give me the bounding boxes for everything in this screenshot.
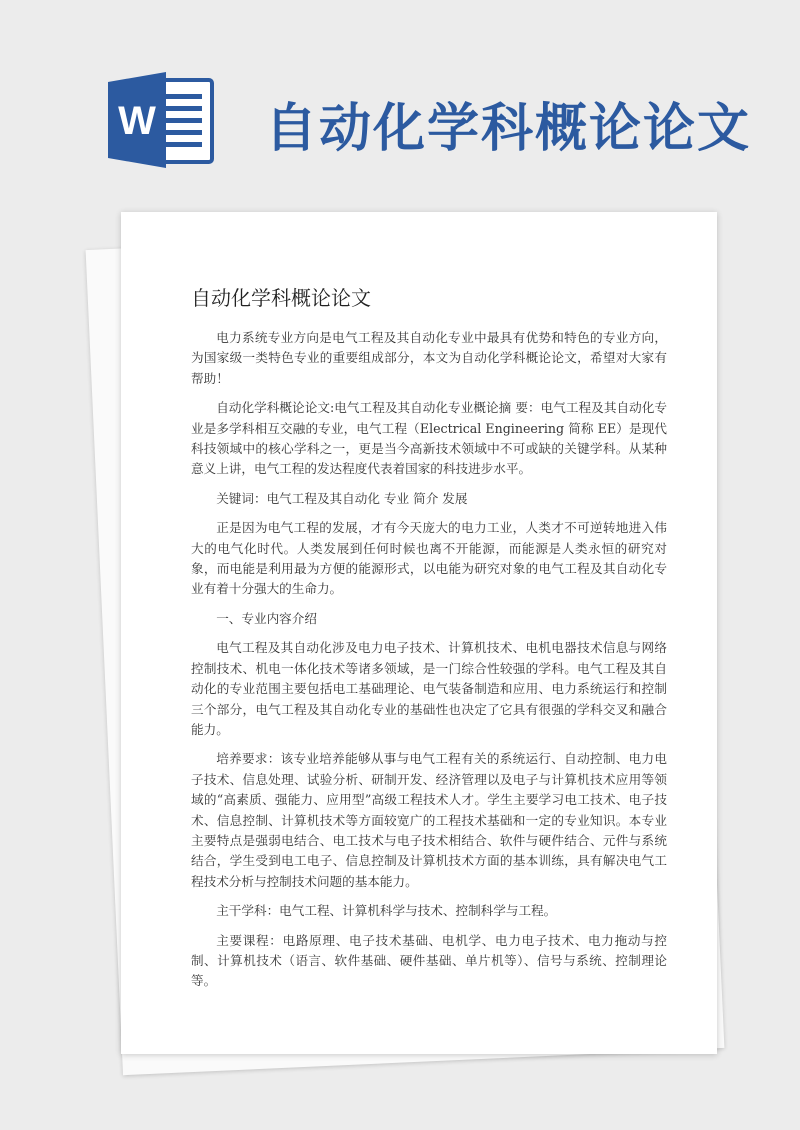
paragraph-requirements: 培养要求：该专业培养能够从事与电气工程有关的系统运行、自动控制、电力电子技术、信息处理、试验分析、研制开发、经济管理以及电子与计算机技术应用等领域的“高素质、强能力、应用型”高级工程技术人才。学生主要学习电工技术、电子技术、信息控制、计算机技术等方面较宽广的工程技术基础和一定的专业知识。本专业主要特点是强弱电结合、电工技术与电子技术相结合、软件与硬件结合、元件与系统结合，学生受到电工电子、信息控制及计算机技术方面的基本训练，具有解决电气工程技术分析与控制技术问题的基本能力。 [191, 751, 667, 889]
paragraph-keywords: 关键词：电气工程及其自动化 专业 简介 发展 [216, 490, 468, 506]
paragraph-main-subjects: 主干学科：电气工程、计算机科学与技术、控制科学与工程。 [216, 903, 557, 919]
document-page [121, 212, 717, 1054]
word-icon-letter: W [118, 99, 156, 143]
document-body [191, 328, 667, 1001]
paragraph-abstract: 自动化学科概论论文:电气工程及其自动化专业概论摘 要：电气工程及其自动化专业是多学科相互交融的专业，电气工程（Electrical Engineering 简称 EE）是现代科技领域中的核心学科之一，更是当今高新技术领域中不可或缺的关键学科。从某种意义上讲，电气工程的发达程度代表着国家的科技进步水平。 [191, 400, 667, 477]
document-title: 自动化学科概论论文 [191, 286, 371, 310]
paragraph-content: 电气工程及其自动化涉及电力电子技术、计算机技术、电机电器技术信息与网络控制技术、机电一体化技术等诸多领域，是一门综合性较强的学科。电气工程及其自动化的专业范围主要包括电工基础理论、电气装备制造和应用、电力系统运行和控制三个部分，电气工程及其自动化专业的基础性也决定了它具有很强的学科交叉和融合能力。 [191, 640, 667, 737]
header-title: 自动化学科概论论文 [265, 99, 752, 159]
section-heading: 一、专业内容介绍 [216, 610, 317, 626]
paragraph-background: 正是因为电气工程的发展，才有今天庞大的电力工业，人类才不可逆转地进入伟大的电气化时代。人类发展到任何时候也离不开能源，而能源是人类永恒的研究对象，而电能是利用最为方便的能源形式，以电能为研究对象的电气工程及其自动化专业有着十分强大的生命力。 [191, 520, 667, 597]
word-document-icon [106, 72, 220, 168]
header-banner [0, 0, 800, 200]
paragraph-main-courses: 主要课程：电路原理、电子技术基础、电机学、电力电子技术、电力拖动与控制、计算机技术（语言、软件基础、硬件基础、单片机等）、信号与系统、控制理论等。 [191, 932, 667, 989]
paragraph-intro: 电力系统专业方向是电气工程及其自动化专业中最具有优势和特色的专业方向，为国家级一类特色专业的重要组成部分，本文为自动化学科概论论文，希望对大家有帮助！ [191, 330, 667, 386]
